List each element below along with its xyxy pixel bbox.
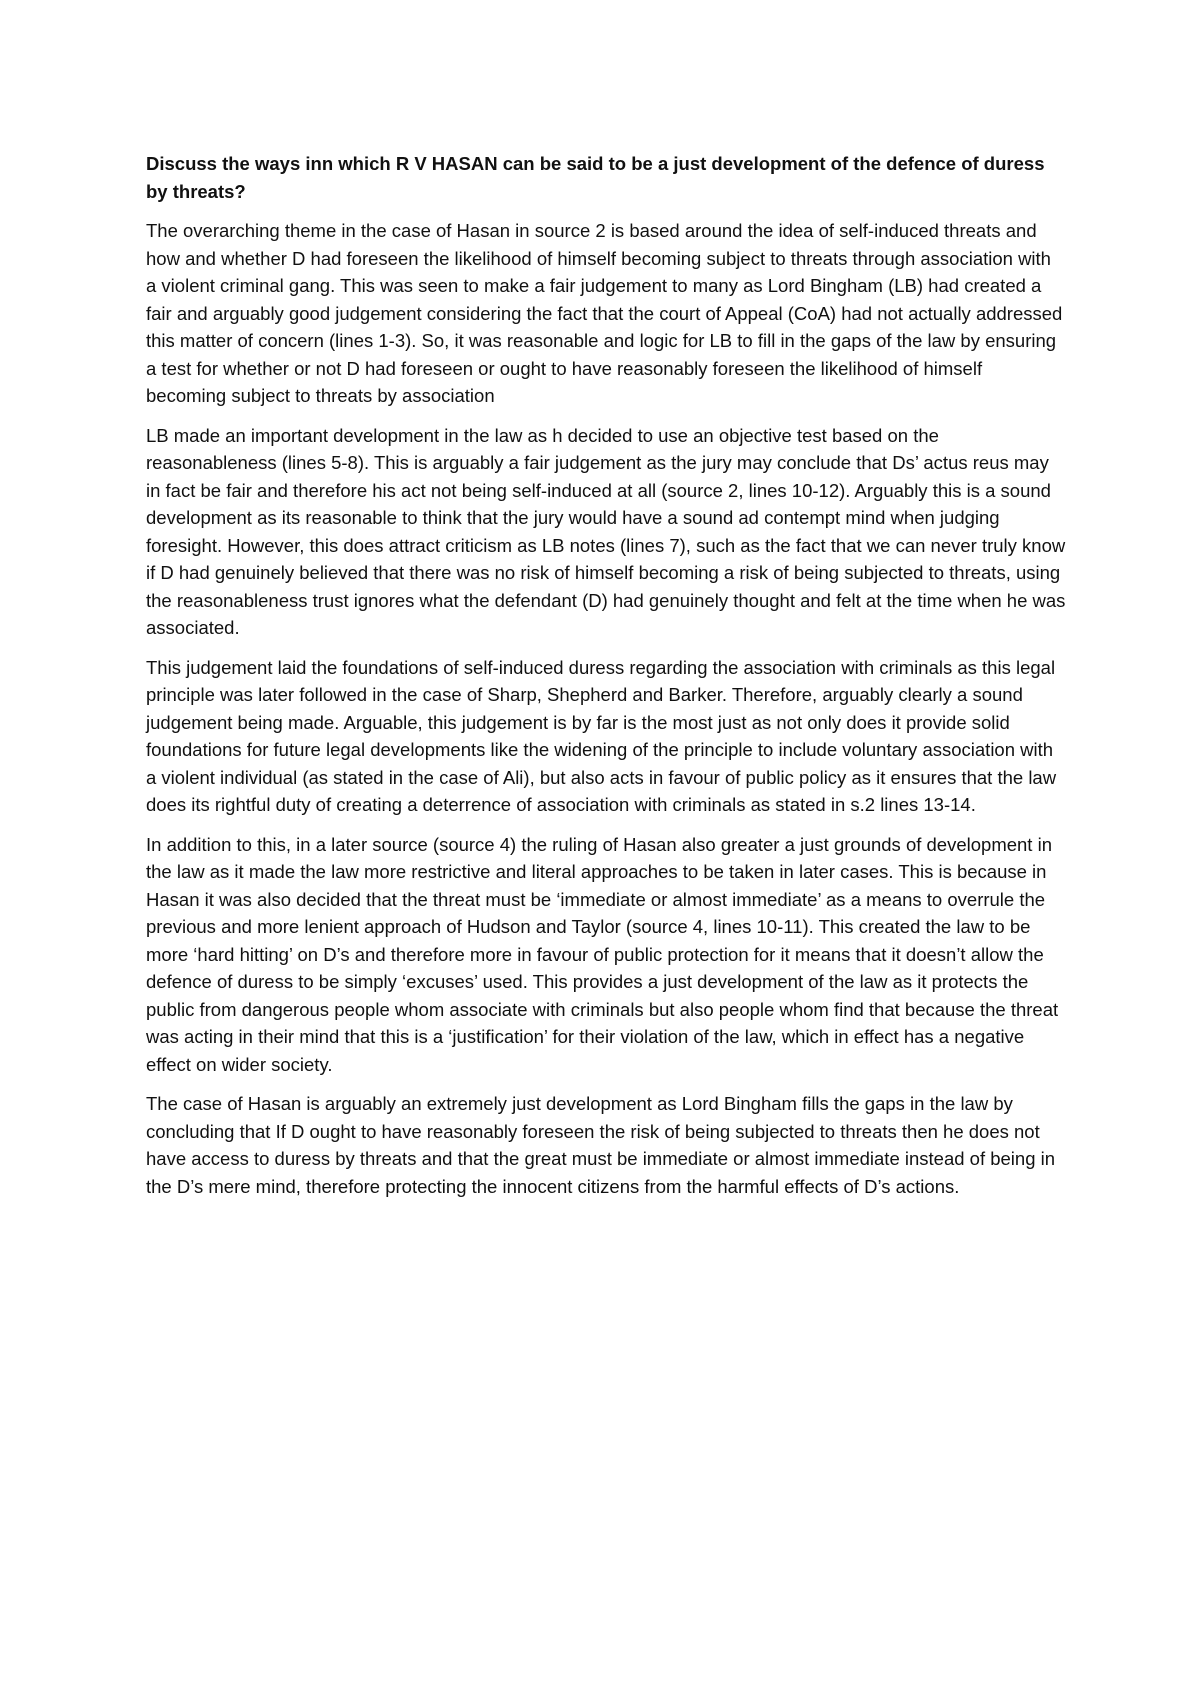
- paragraph-3: This judgement laid the foundations of self-induced duress regarding the association with criminals as this legal principle was later followed in the case of Sharp, Shepherd and Barker. Therefore, arguably clearly a sound judgement being made. Arguable, this judgement is by far is the most just as not only does it provide solid foundations for future legal developments like the widening of the principle to include voluntary association with a violent individual (as stated in the case of Ali), but also acts in favour of public policy as it ensures that the law does its rightful duty of creating a deterrence of association with criminals as stated in s.2 lines 13-14.: [146, 656, 1057, 815]
- paragraph-4: In addition to this, in a later source (source 4) the ruling of Hasan also greater a just grounds of development in the law as it made the law more restrictive and literal approaches to be taken in later cases. This is because in Hasan it was also decided that the threat must be ‘immediate or almost immediate’ as a means to overrule the previous and more lenient approach of Hudson and Taylor (source 4, lines 10-11). This created the law to be more ‘hard hitting’ on D’s and therefore more in favour of public protection for it means that it doesn’t allow the defence of duress to be simply ‘excuses’ used. This provides a just development of the law as it protects the public from dangerous people whom associate with criminals but also people whom find that because the threat was acting in their mind that this is a ‘justification’ for their violation of the law, which in effect has a negative effect on wider society.: [146, 833, 1059, 1075]
- document-body: [146, 150, 1066, 1212]
- paragraph-5: The case of Hasan is arguably an extremely just development as Lord Bingham fills the gaps in the law by concluding that If D ought to have reasonably foreseen the risk of being subjected to threats then he does not have access to duress by threats and that the great must be immediate or almost immediate instead of being in the D’s mere mind, therefore protecting the innocent citizens from the harmful effects of D’s actions.: [146, 1093, 1056, 1197]
- paragraph-1: The overarching theme in the case of Hasan in source 2 is based around the idea of self-induced threats and how and whether D had foreseen the likelihood of himself becoming subject to threats through association with a violent criminal gang. This was seen to make a fair judgement to many as Lord Bingham (LB) had created a fair and arguably good judgement considering the fact that the court of Appeal (CoA) had not actually addressed this matter of concern (lines 1-3). So, it was reasonable and logic for LB to fill in the gaps of the law by ensuring a test for whether or not D had foreseen or ought to have reasonably foreseen the likelihood of himself becoming subject to threats by association: [146, 220, 1063, 406]
- essay-question-heading: Discuss the ways inn which R V HASAN can be said to be a just development of the defence of duress by threats?: [146, 153, 1045, 202]
- paragraph-2: LB made an important development in the law as h decided to use an objective test based on the reasonableness (lines 5-8). This is arguably a fair judgement as the jury may conclude that Ds’ actus reus may in fact be fair and therefore his act not being self-induced at all (source 2, lines 10-12). Arguably this is a sound development as its reasonable to think that the jury would have a sound ad contempt mind when judging foresight. However, this does attract criticism as LB notes (lines 7), such as the fact that we can never truly know if D had genuinely believed that there was no risk of himself becoming a risk of being subjected to threats, using the reasonableness trust ignores what the defendant (D) had genuinely thought and felt at the time when he was associated.: [146, 424, 1066, 638]
